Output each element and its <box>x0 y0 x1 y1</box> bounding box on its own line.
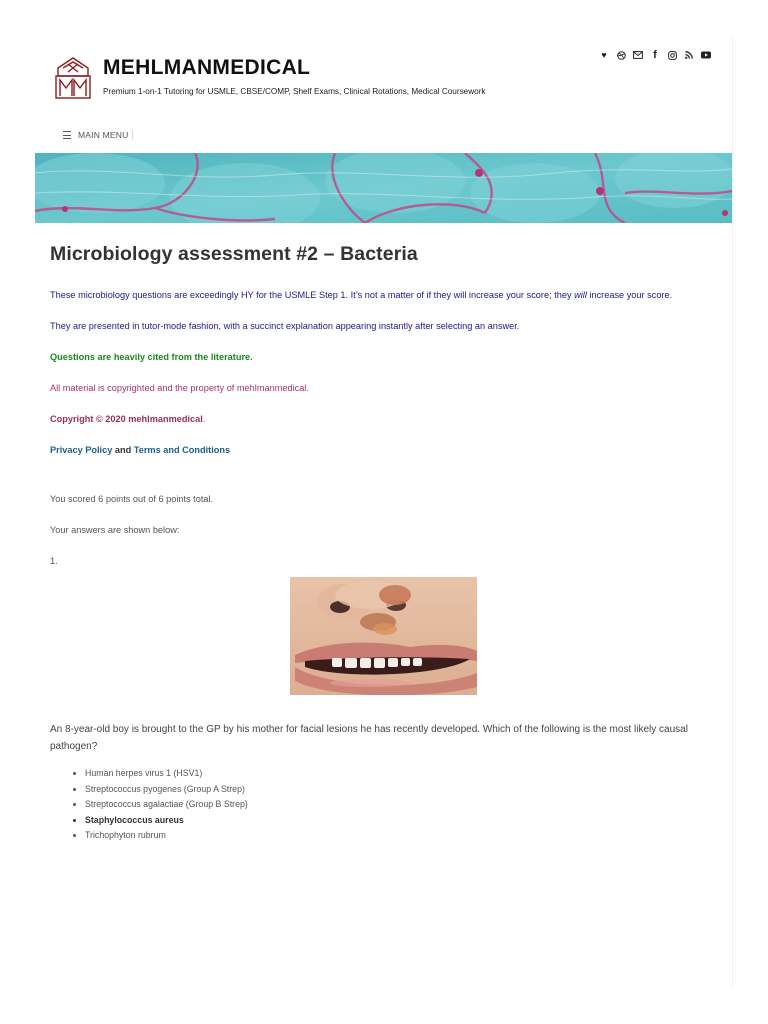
rss-icon[interactable] <box>683 49 695 61</box>
mail-icon[interactable] <box>632 49 644 61</box>
question-number: 1. <box>50 556 58 566</box>
intro-emphasis: will <box>574 290 587 300</box>
spacer <box>50 476 718 494</box>
intro-paragraph-3: Questions are heavily cited from the literature. <box>50 352 253 362</box>
main-menu-toggle[interactable] <box>63 130 133 140</box>
privacy-policy-link[interactable]: Privacy Policy <box>50 445 113 455</box>
question-text: An 8-year-old boy is brought to the GP by his mother for facial lesions he has recently developed. Which of the following is the most likely causal pathogen? <box>50 724 688 752</box>
site-logo[interactable] <box>50 54 96 102</box>
intro-text: These microbiology questions are exceedingly HY for the USMLE Step 1. It’s not a matter of if they will increase your score; they <box>50 290 575 300</box>
dribbble-icon[interactable] <box>615 49 627 61</box>
instagram-icon[interactable] <box>666 49 678 61</box>
facebook-icon[interactable]: f <box>653 48 657 61</box>
copyright-period: . <box>202 414 206 424</box>
copyright-text: Copyright © 2020 mehlmanmedical <box>50 414 203 424</box>
legal-links <box>50 445 718 456</box>
site-tagline: Premium 1-on-1 Tutoring for USMLE, CBSE/COMP, Shelf Exams, Clinical Rotations, Medical Coursework <box>103 87 486 96</box>
intro-paragraph-2: They are presented in tutor-mode fashion, with a succinct explanation appearing instantly after selecting an answer. <box>50 321 520 331</box>
copyright-line <box>50 414 718 425</box>
intro-paragraph-1 <box>50 290 718 301</box>
terms-link[interactable]: Terms and Conditions <box>133 445 231 455</box>
copyright-notice: All material is copyrighted and the property of mehlmanmedical. <box>50 383 309 393</box>
and-text: and <box>114 445 132 455</box>
intro-text-end: increase your score. <box>586 290 673 300</box>
answer-option[interactable]: • Trichophyton rubrum <box>85 828 248 844</box>
quiz-score: You scored 6 points out of 6 points total. <box>50 494 214 504</box>
hamburger-icon <box>63 131 71 139</box>
answer-option-correct[interactable]: • Staphylococcus aureus <box>85 813 248 829</box>
answer-option[interactable]: • Streptococcus pyogenes (Group A Strep) <box>85 782 248 798</box>
main-menu-label: MAIN MENU <box>78 130 129 140</box>
answers-intro: Your answers are shown below: <box>50 525 180 535</box>
social-links <box>598 49 712 61</box>
heart-icon[interactable]: ♥ <box>601 49 607 60</box>
site-title[interactable]: MEHLMANMEDICAL <box>103 56 311 79</box>
youtube-icon[interactable] <box>700 49 712 61</box>
page-container <box>35 38 733 988</box>
header-banner-image <box>35 153 732 223</box>
post-content <box>50 243 718 840</box>
answer-option[interactable]: • Streptococcus agalactiae (Group B Strep) <box>85 797 248 813</box>
post-title: Microbiology assessment #2 – Bacteria <box>50 243 418 265</box>
answer-option[interactable]: • Human herpes virus 1 (HSV1) <box>85 766 248 782</box>
answer-options <box>50 766 248 844</box>
question-image <box>290 577 477 695</box>
